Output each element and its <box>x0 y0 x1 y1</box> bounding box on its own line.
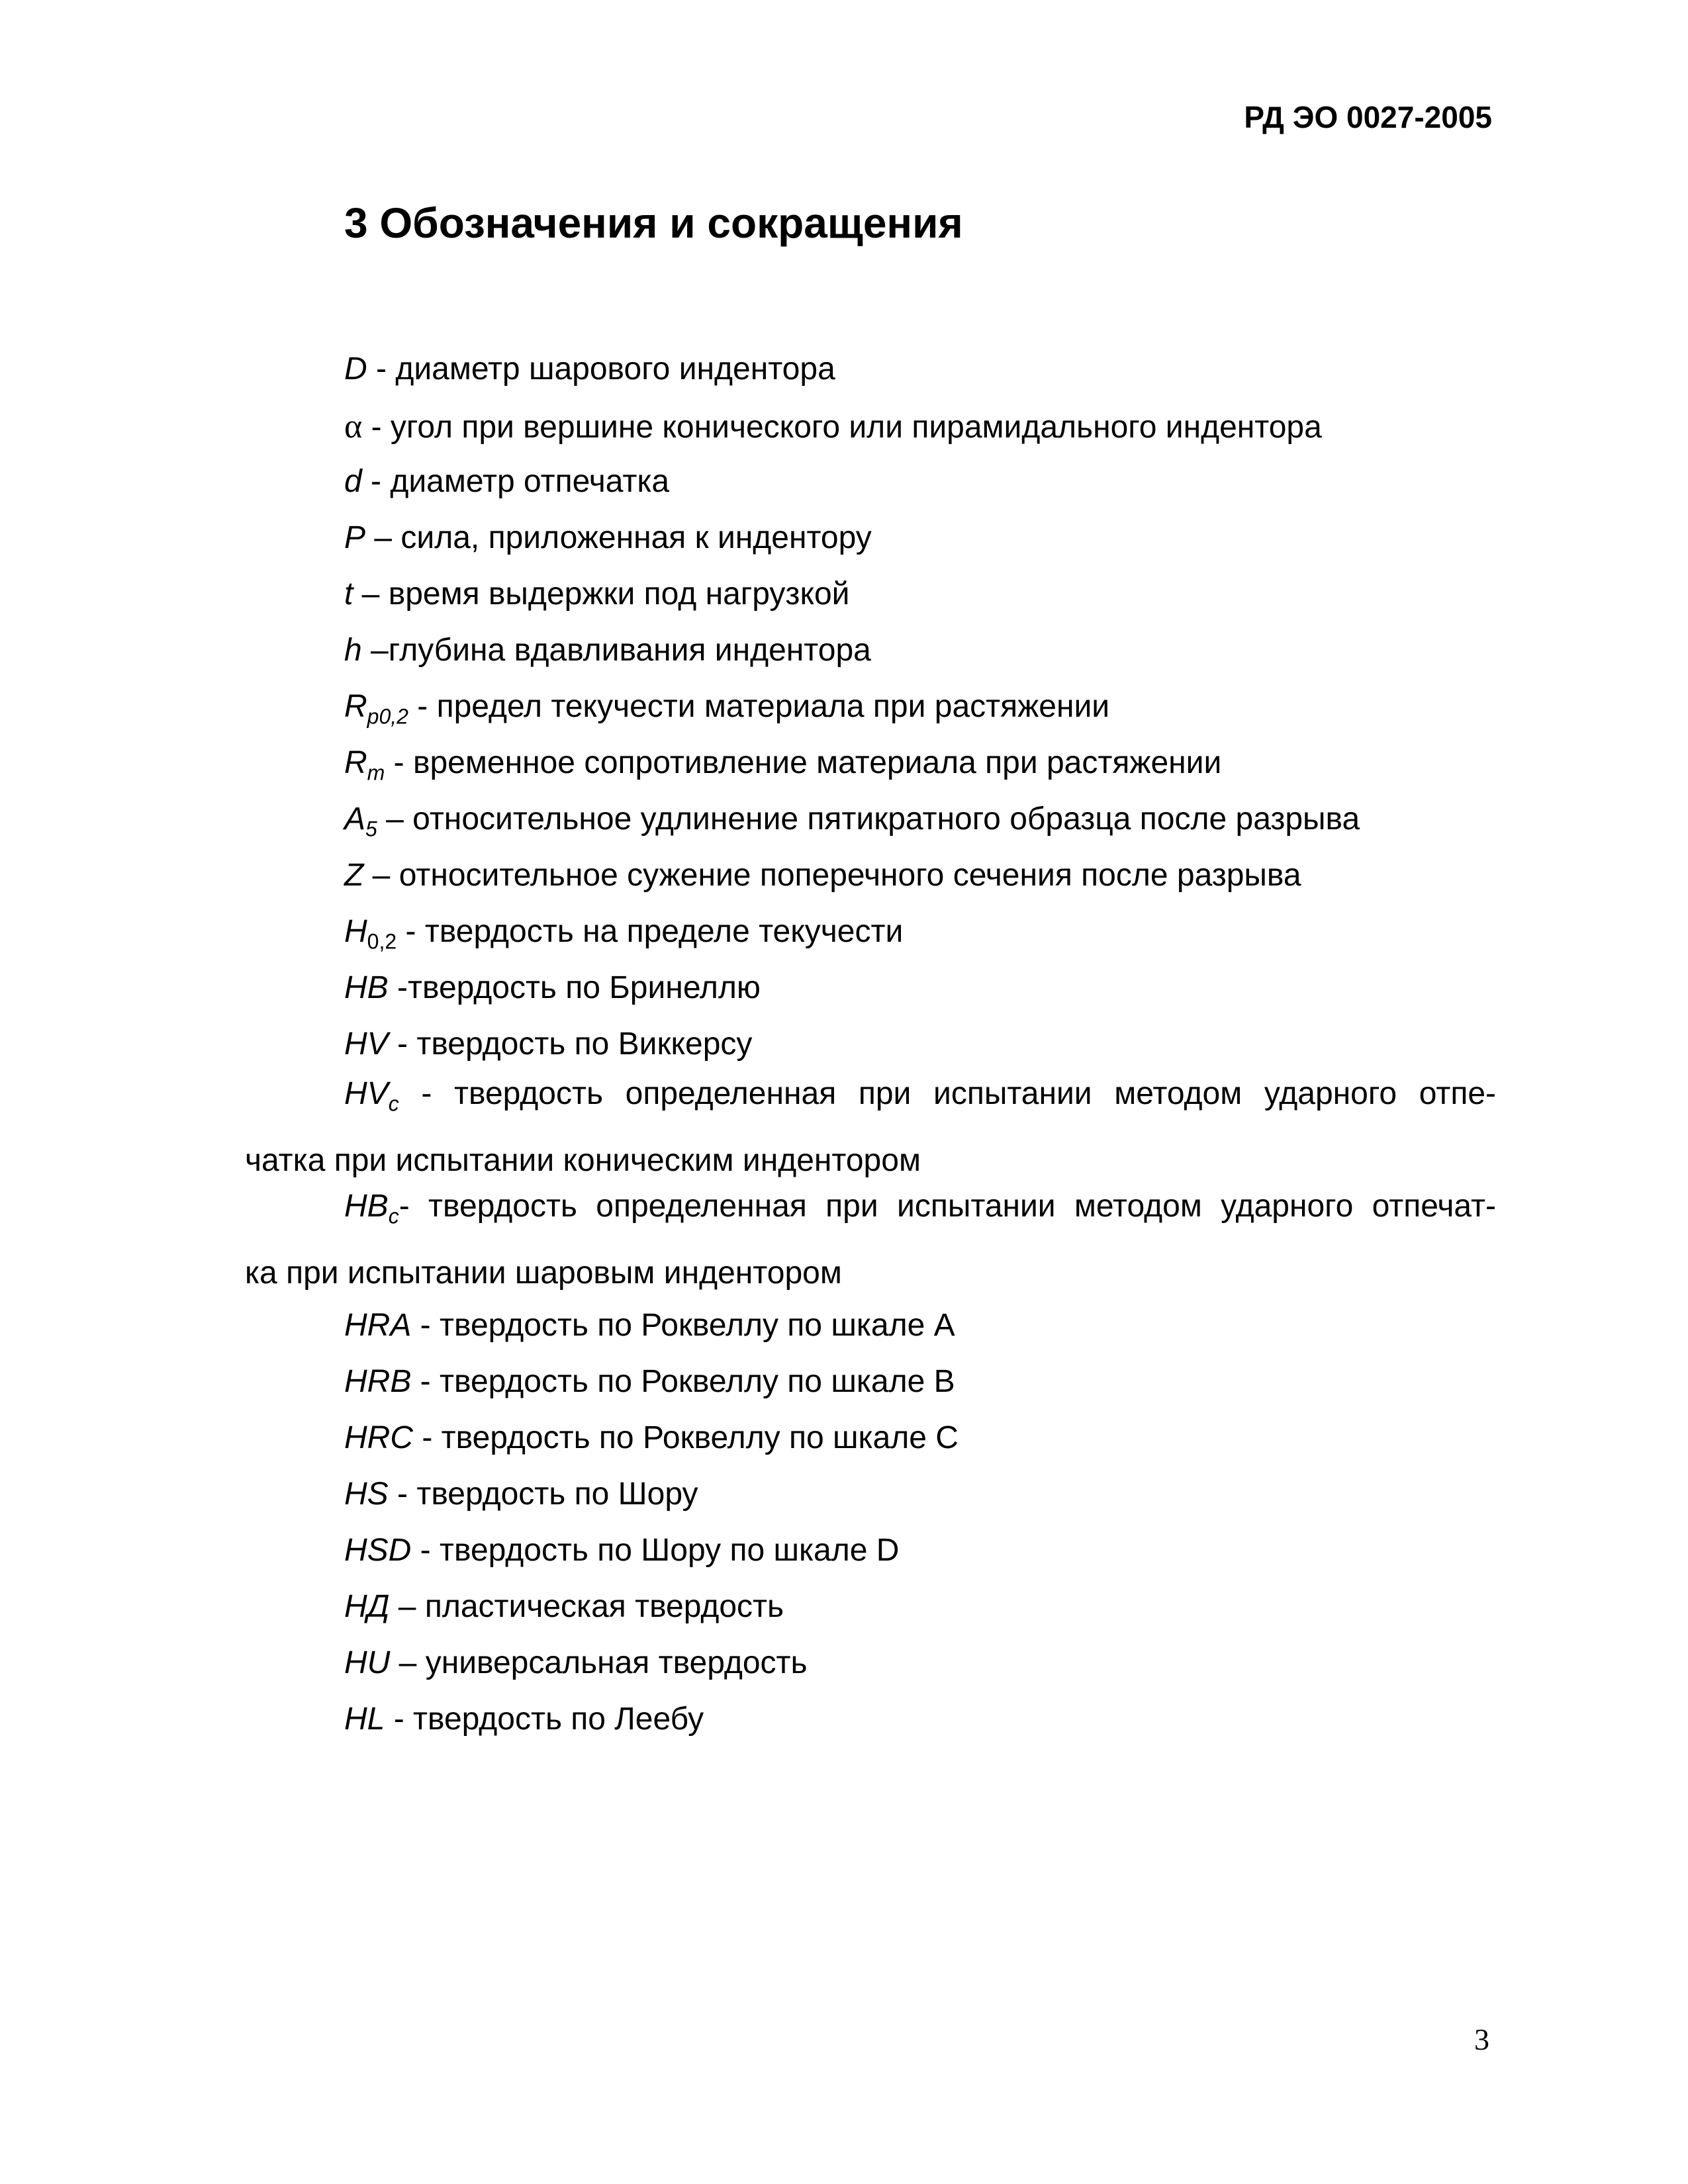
list-item <box>344 632 871 668</box>
page-number: 3 <box>1474 2023 1489 2056</box>
definition: – относительное удлинение пятикратного образца после разрыва <box>377 801 1360 837</box>
definition: – пластическая твердость <box>389 1589 784 1624</box>
symbol: $R_m$ <box>344 745 385 785</box>
symbol: t <box>344 576 353 612</box>
symbol: HV <box>344 1026 389 1062</box>
definition: - твердость определенная при испытании методом ударного отпе- <box>399 1076 1496 1111</box>
definition-continuation: чатка при испытании коническим индентором <box>245 1142 921 1178</box>
definition: - твердость по Роквеллу по шкале С <box>413 1420 959 1455</box>
definition: - твердость по Шору <box>388 1477 698 1512</box>
list-item <box>344 1588 784 1625</box>
list-item <box>344 351 835 387</box>
list-item-wrapped <box>245 1178 1496 1302</box>
definition: - твердость по Леебу <box>385 1702 704 1737</box>
definition: - предел текучести материала при растяжении <box>408 689 1110 724</box>
list-item <box>344 463 669 500</box>
symbol-subscript: m <box>367 760 385 785</box>
list-item <box>344 1420 959 1456</box>
list-item <box>344 1363 955 1400</box>
symbol: $HV_c$ <box>344 1076 399 1116</box>
list-item <box>344 970 761 1006</box>
symbol: HU <box>344 1645 391 1680</box>
list-item <box>344 1476 698 1512</box>
symbol: Z <box>344 858 364 893</box>
symbol: $R_{p0,2}$ <box>344 689 408 729</box>
list-item <box>344 688 1109 729</box>
symbol-subscript: c <box>388 1204 399 1228</box>
definition: - твердость определенная при испытании методом ударного отпечат- <box>399 1189 1496 1224</box>
symbol: P <box>344 520 366 555</box>
symbol: HS <box>344 1477 389 1512</box>
list-item <box>344 1307 955 1343</box>
symbol: НД <box>344 1589 390 1624</box>
symbol: h <box>344 633 362 668</box>
definition: – универсальная твердость <box>390 1645 808 1680</box>
symbol-subscript: 5 <box>365 817 377 841</box>
list-item <box>344 1532 899 1569</box>
definition: - временное сопротивление материала при растяжении <box>385 745 1222 780</box>
definition: – сила, приложенная к индентору <box>365 520 872 555</box>
list-item <box>344 520 872 556</box>
definition: – время выдержки под нагрузкой <box>353 576 850 612</box>
list-item <box>344 576 849 612</box>
definition: –глубина вдавливания индентора <box>361 633 871 668</box>
symbol: D <box>344 351 367 387</box>
symbol: HL <box>344 1702 385 1737</box>
list-item <box>344 801 1360 842</box>
symbol: HRC <box>344 1420 413 1455</box>
definition: - твердость по Виккерсу <box>388 1026 753 1062</box>
list-item-wrapped <box>245 1066 1496 1189</box>
definition: - твердость на пределе текучести <box>397 914 904 949</box>
definition: - твердость по Шору по шкале D <box>411 1533 900 1568</box>
definition: - диаметр отпечатка <box>361 464 670 499</box>
definition: - твердость по Роквеллу по шкале В <box>411 1364 955 1399</box>
list-item <box>344 1645 808 1681</box>
symbol-subscript: p0,2 <box>367 704 408 729</box>
symbol: HRA <box>344 1308 412 1343</box>
symbol: d <box>344 464 362 499</box>
symbol-subscript: 0,2 <box>367 929 397 954</box>
definition: -твердость по Бринеллю <box>388 970 761 1005</box>
definition: – относительное сужение поперечного сечения после разрыва <box>363 858 1301 893</box>
symbol-subscript: c <box>388 1091 399 1116</box>
symbol: HB <box>344 970 389 1005</box>
symbol: $H_{0,2}$ <box>344 914 397 954</box>
document-code: РД ЭО 0027-2005 <box>1244 100 1492 134</box>
definition-continuation: ка при испытании шаровым индентором <box>245 1255 842 1291</box>
definition: - угол при вершине конического или пирамидального индентора <box>362 410 1322 445</box>
list-item <box>344 745 1221 786</box>
list-item <box>344 913 903 954</box>
symbol: $HB_c$ <box>344 1189 399 1228</box>
symbol: HRB <box>344 1364 412 1399</box>
symbol: α <box>344 408 363 445</box>
list-item <box>344 857 1301 893</box>
list-item <box>344 1026 752 1062</box>
definition: - твердость по Роквеллу по шкале А <box>411 1308 955 1343</box>
symbol: $A_5$ <box>344 801 377 841</box>
symbol: HSD <box>344 1533 412 1568</box>
list-item <box>344 1701 704 1737</box>
section-title: 3 Обозначения и сокращения <box>344 199 963 247</box>
list-item <box>344 407 1322 446</box>
definition: - диаметр шарового индентора <box>367 351 835 387</box>
